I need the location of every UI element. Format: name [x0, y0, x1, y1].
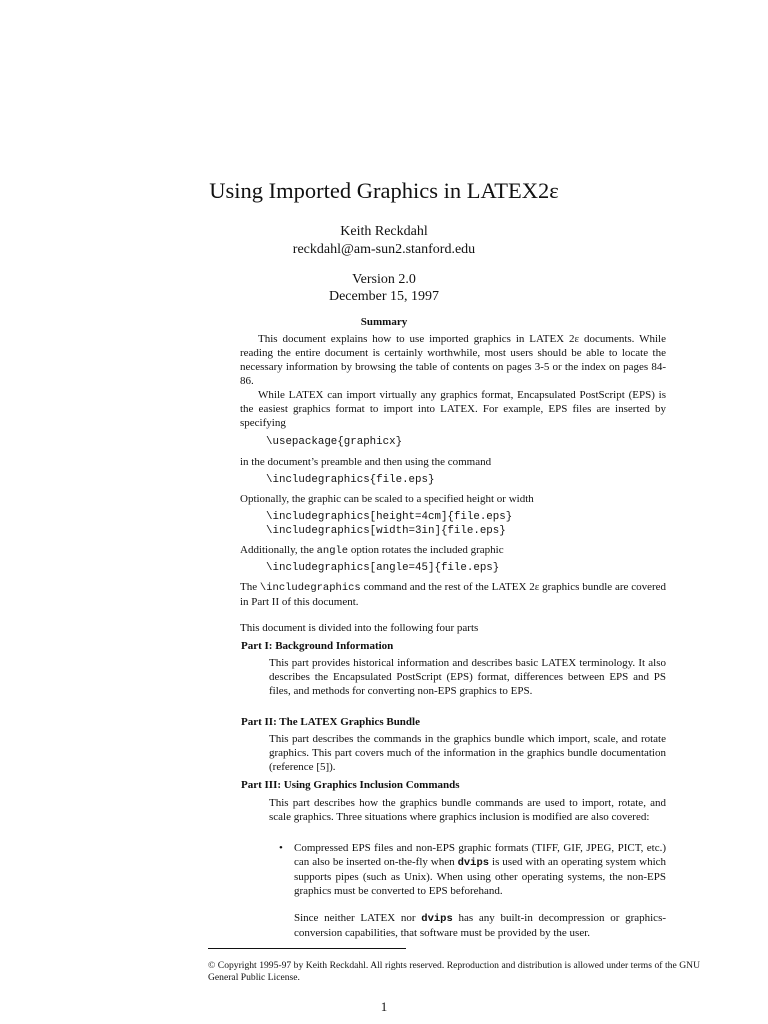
part-3-body: This part describes how the graphics bundle commands are used to import, rotate, and scale graphics. Three situations where graphics inclusion is modified are also covered: — [269, 797, 666, 823]
angle-keyword: angle — [316, 545, 349, 557]
summary-paragraph-1: This document explains how to use imported graphics in LATEX 2ε documents. While reading the entire document is certainly worthwhile, most users should be able to locate the necessary information by browsing the table of contents on pages 3-5 or the index on pages 84-86. — [240, 333, 666, 387]
dvips-keyword-2: dvips — [421, 913, 453, 925]
text-bundle-post: command and the rest of the LATEX 2ε graphics bundle are covered in Part II of this document. — [240, 581, 667, 608]
code-includegraphics: \includegraphics{file.eps} — [266, 474, 435, 486]
page-number: 1 — [380, 999, 388, 1014]
part-1-heading: Part I: Background Information — [241, 640, 394, 652]
bullet-text-pre: Compressed EPS files and non-EPS graphic formats (TIFF, GIF, JPEG, PICT, etc.) can also be inserted on-the-fly when — [294, 842, 666, 868]
text-divided: This document is divided into the following four parts — [240, 622, 479, 634]
summary-heading: Summary — [360, 316, 408, 328]
text-bundle-pre: The — [240, 581, 258, 593]
bullet-marker: • — [279, 842, 283, 854]
author-email: reckdahl@am-sun2.stanford.edu — [292, 242, 476, 257]
document-date: December 15, 1997 — [328, 289, 440, 304]
part-2-body: This part describes the commands in the graphics bundle which import, scale, and rotate graphics. This part covers much of the information in the graphics bundle documentation (reference [5]). — [269, 733, 666, 773]
copyright-footnote: © Copyright 1995-97 by Keith Reckdahl. All rights reserved. Reproduction and distribution is allowed under terms of the GNU General Public License. — [208, 960, 700, 984]
bullet-item-continuation — [294, 912, 666, 941]
code-width: \includegraphics[width=3in]{file.eps} — [266, 525, 506, 537]
text-angle-pre: Additionally, the — [240, 544, 314, 556]
version-label: Version 2.0 — [352, 272, 416, 287]
code-height: \includegraphics[height=4cm]{file.eps} — [266, 511, 513, 523]
bullet-text-post: is used with an operating system which supports pipes (such as Unix). When using other operating systems, the non-EPS graphics must be converted to EPS beforehand. — [294, 855, 667, 897]
code-usepackage: \usepackage{graphicx} — [266, 436, 403, 448]
part-3-heading: Part III: Using Graphics Inclusion Commands — [241, 779, 460, 791]
footnote-rule — [208, 948, 406, 949]
bullet2-text-pre: Since neither LATEX nor — [294, 912, 416, 924]
author-name: Keith Reckdahl — [340, 224, 428, 239]
text-scaled: Optionally, the graphic can be scaled to a specified height or width — [240, 493, 534, 505]
text-preamble: in the document’s preamble and then using the command — [240, 456, 492, 468]
document-title: Using Imported Graphics in LATEX2ε — [209, 178, 559, 203]
part-2-heading: Part II: The LATEX Graphics Bundle — [241, 716, 420, 728]
text-bundle — [240, 581, 666, 610]
includegraphics-command: \includegraphics — [259, 582, 361, 594]
dvips-keyword: dvips — [457, 856, 490, 869]
part-1-body: This part provides historical information and describes basic LATEX terminology. It also describes the Encapsulated PostScript (EPS) format, differences between EPS and PS files, and methods for converting non-EPS graphics to EPS. — [269, 657, 666, 697]
text-angle — [240, 544, 666, 559]
summary-paragraph-2: While LATEX can import virtually any graphics format, Encapsulated PostScript (EPS) is the easiest graphics format to import into LATEX. For example, EPS files are inserted by specifying — [240, 389, 666, 429]
bullet2-text-post: has any built-in decompression or graphics-conversion capabilities, that software must be provided by the user. — [294, 912, 667, 939]
bullet-item-compressed — [294, 842, 666, 899]
text-angle-post: option rotates the included graphic — [350, 544, 504, 556]
code-angle: \includegraphics[angle=45]{file.eps} — [266, 562, 500, 574]
